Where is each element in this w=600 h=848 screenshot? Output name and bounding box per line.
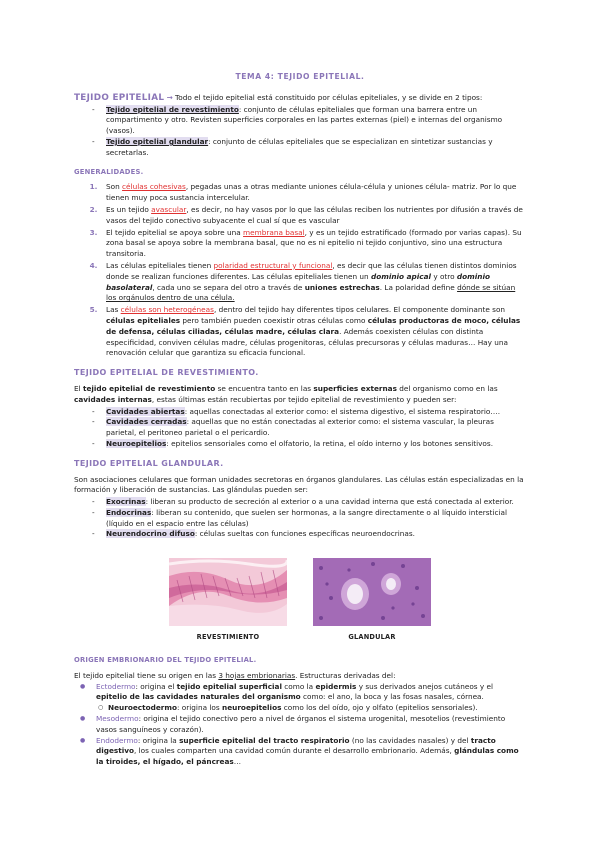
intro-heading: TEJIDO EPITELIAL [74, 92, 165, 103]
generalidades-list [74, 182, 526, 359]
text: , es decir que las células tienen distintos dominios donde se realizan funciones diferentes. Las células epiteliales tienen un [106, 260, 517, 281]
term-description: : conjunto de células epiteliales que se especializan en sintetizar sustancias y secretarlas. [106, 136, 493, 157]
revestimiento-paragraph [74, 384, 526, 406]
text: El [74, 383, 83, 393]
bold-term: tejido epitelial de revestimiento [82, 383, 216, 393]
text: Son [106, 182, 123, 192]
text: . Además coexisten células con distinta especificidad, conviven células madre, células progenitoras, células precursoras y células maduras… Hay una renovación celular que garantiza su eficacia funcional. [106, 326, 509, 358]
term-description: : liberan su producto de secreción al exterior o a una cavidad interna que está conectada al exterior. [145, 497, 514, 507]
list-item-endodermo [88, 736, 526, 768]
histology-images [74, 558, 526, 643]
term-neuroectodermo: Neuroectodermo [108, 703, 178, 713]
origen-list [74, 682, 526, 704]
revestimiento-heading: TEJIDO EPITELIAL DE REVESTIMIENTO. [74, 368, 259, 378]
text: : origina el [135, 681, 177, 691]
text: del organismo como en las [396, 383, 498, 393]
list-item [94, 417, 526, 439]
key-term: avascular [151, 204, 187, 214]
term-cavidades-abiertas: Cavidades abiertas [106, 406, 185, 416]
glandular-paragraph: Son asociaciones celulares que forman unidades secretoras en órganos glandulares. Las células están especializadas en la formación y liberación de sustancias. Las glándulas pueden ser: [74, 474, 524, 495]
page-title: TEMA 4: TEJIDO EPITELIAL. [235, 72, 365, 81]
text: como la [281, 681, 316, 691]
key-term: células cohesivas [122, 182, 186, 192]
text: y otro [431, 271, 457, 281]
bold-term: superficies externas [313, 383, 397, 393]
bold-term: superficie epitelial del tracto respiratorio [179, 735, 350, 745]
glandular-caption: GLANDULAR [348, 633, 396, 642]
text: . La polaridad define [379, 282, 458, 292]
revestimiento-figure [169, 558, 287, 643]
revestimiento-caption: REVESTIMIENTO [196, 633, 260, 642]
term-endocrinas: Endocrinas [106, 507, 152, 517]
text: , los cuales comparten una cavidad común durante el desarrollo embrionario. Además, [134, 746, 455, 756]
text: : origina los [177, 703, 222, 713]
term-ectodermo: Ectodermo [96, 681, 136, 691]
glandular-list [74, 497, 526, 540]
list-item [94, 439, 526, 450]
text: … [233, 757, 242, 767]
intro-paragraph [74, 93, 526, 104]
text: , es decir, no hay vasos por lo que las células reciben los nutrientes por difusión a través de vasos del tejido conectivo subyacente el cual sí que es vascular [106, 204, 523, 225]
list-item-mesodermo [88, 714, 526, 736]
list-item [94, 508, 526, 530]
origen-heading: ORIGEN EMBRIONARIO DEL TEJIDO EPITELIAL. [74, 656, 257, 665]
term-description: : aquellas conectadas al exterior como: el sistema digestivo, el sistema respiratorio…. [184, 406, 501, 416]
term-revestimiento: Tejido epitelial de revestimiento [106, 104, 239, 114]
list-item [100, 305, 526, 359]
list-item [94, 497, 526, 508]
text: , dentro del tejido hay diferentes tipos celulares. El componente dominante son [213, 305, 506, 315]
text: , estas últimas están recubiertas por tejido epitelial de revestimiento y pueden ser: [151, 394, 457, 404]
bold-term: epitelio de las cavidades naturales del organismo [96, 692, 301, 702]
list-item [100, 205, 526, 227]
underlined-text: dónde se sitúan los orgánulos dentro de una célula. [106, 282, 516, 303]
term-endodermo: Endodermo [96, 735, 138, 745]
bold-term: dominio apical [371, 271, 431, 281]
bold-term: células epiteliales [106, 315, 181, 325]
list-item [100, 261, 526, 304]
text: Es un tejido [106, 204, 152, 214]
text: El tejido epitelial tiene su origen en las [74, 670, 219, 680]
origen-list-2 [74, 714, 526, 768]
list-item [100, 228, 526, 260]
term-description: : células sueltas con funciones específicas neuroendocrinas. [194, 529, 415, 539]
bold-term: dominio basolateral [106, 271, 490, 292]
term-description: : aquellas que no están conectadas al exterior como: el sistema vascular, la pleuras parietal, el peritoneo parietal o el pericardio. [106, 417, 494, 438]
text: como: el ano, la boca y las fosas nasales, córnea. [300, 692, 484, 702]
neuro-list [74, 703, 526, 714]
list-item [94, 529, 526, 540]
term-description: : conjunto de células epiteliales que forman una barrera entre un compartimento y otro. Revisten superficies corporales en las partes externas (piel) e internas del organismo (vasos). [106, 104, 503, 136]
origen-paragraph [74, 671, 526, 682]
text: pero también pueden coexistir otras células como [180, 315, 368, 325]
revestimiento-micrograph [169, 558, 287, 626]
bold-term: glándulas como la tiroides, el hígado, el páncreas [96, 746, 519, 767]
text: El tejido epitelial se apoya sobre una [106, 227, 244, 237]
text: y sus derivados anejos cutáneos y el [356, 681, 494, 691]
term-description: : epitelios sensoriales como el olfatorio, la retina, el oído interno y los botones sensitivos. [166, 438, 494, 448]
arrow-icon: → [166, 92, 173, 102]
list-item [94, 105, 526, 137]
key-term: células son heterogéneas [120, 305, 214, 315]
glandular-figure [313, 558, 431, 643]
list-item-ectodermo [88, 682, 526, 704]
list-item-neuroectodermo [108, 703, 526, 714]
intro-text: Todo el tejido epitelial está constituido por células epiteliales, y se divide en 2 tipos: [175, 92, 483, 102]
glandular-micrograph [313, 558, 431, 626]
term-mesodermo: Mesodermo [96, 714, 139, 724]
bold-term: epidermis [315, 681, 357, 691]
key-term: polaridad estructural y funcional [213, 260, 333, 270]
text: . Estructuras derivadas del: [295, 670, 396, 680]
bold-term: cavidades internas [74, 394, 152, 404]
bold-term: células productoras de moco, células de defensa, células ciliadas, células madre, células clara [106, 315, 521, 336]
text: , y es un tejido estratificado (formado por varias capas). Su zona basal se apoya sobre la membrana basal, que no es ni epitelio ni tejido conjuntivo, sino una estructura transitoria. [106, 227, 522, 259]
bold-term: tejido epitelial superficial [176, 681, 282, 691]
text: Las [106, 305, 121, 315]
text: como los del oído, ojo y olfato (epitelios sensoriales). [281, 703, 478, 713]
term-neurendocrino: Neurendocrino difuso [106, 529, 195, 539]
text: : origina el tejido conectivo pero a nivel de órganos el sistema urogenital, mesotelios (revestimiento vasos sanguíneos y corazón). [96, 714, 506, 734]
text: , cada uno se separa del otro a través de [152, 282, 305, 292]
bold-term: tracto digestivo [96, 735, 496, 756]
text: (no las cavidades nasales) y del [349, 735, 471, 745]
term-description: : liberan su contenido, que suelen ser hormonas, a la sangre directamente o al líquido intersticial (líquido en el espacio entre las células) [106, 507, 507, 528]
generalidades-heading: GENERALIDADES. [74, 167, 144, 176]
intro-section [74, 93, 526, 159]
text: se encuentra tanto en las [215, 383, 314, 393]
revestimiento-list [74, 407, 526, 450]
term-exocrinas: Exocrinas [106, 497, 146, 507]
list-item [100, 182, 526, 204]
term-neuroepitelios: Neuroepitelios [106, 438, 167, 448]
key-term: membrana basal [243, 227, 305, 237]
intro-list [74, 105, 526, 159]
list-item [94, 137, 526, 159]
text: : origina la [137, 735, 180, 745]
text: Las células epiteliales tienen [106, 260, 214, 270]
term-cavidades-cerradas: Cavidades cerradas [106, 417, 187, 427]
bold-term: uniones estrechas [304, 282, 380, 292]
list-item [94, 407, 526, 418]
bold-term: neuroepitelios [222, 703, 282, 713]
term-glandular: Tejido epitelial glandular [106, 136, 209, 146]
glandular-heading: TEJIDO EPITELIAL GLANDULAR. [74, 458, 224, 468]
underlined-text: 3 hojas embrionarias [218, 670, 296, 680]
text: , pegadas unas a otras mediante uniones célula-célula y uniones célula- matriz. Por lo que tienen muy poca sustancia intercelular. [106, 182, 517, 203]
